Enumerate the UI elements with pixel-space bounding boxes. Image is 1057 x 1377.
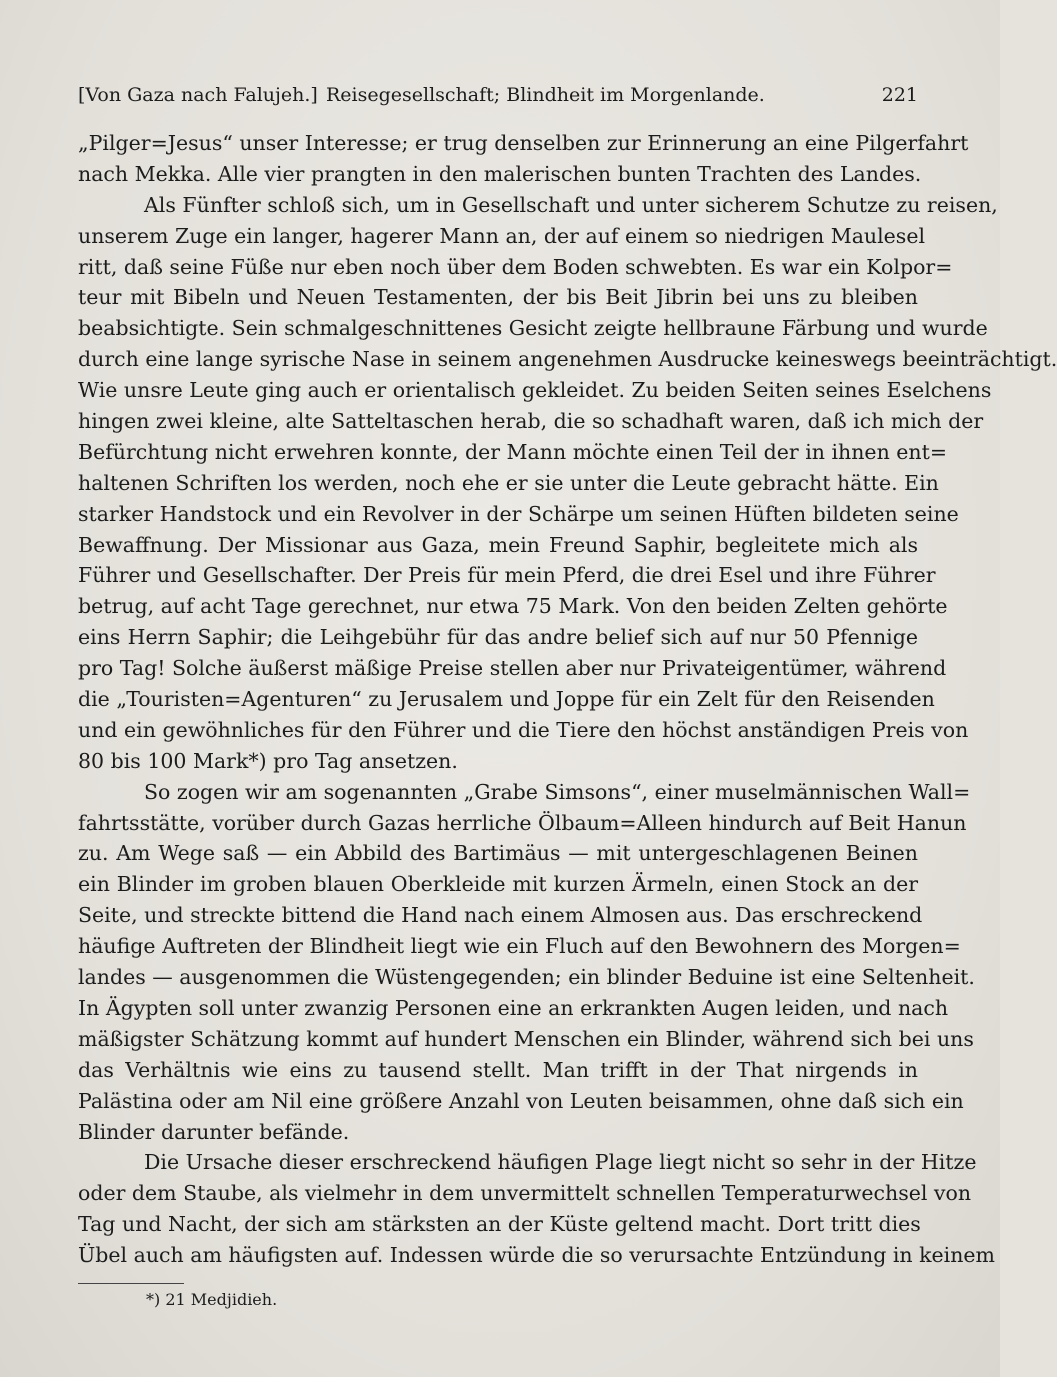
text-line: Befürchtung nicht erwehren konnte, der Mann möchte einen Teil der in ihnen ent=	[78, 439, 948, 464]
text-line: häufige Auftreten der Blindheit liegt wie ein Fluch auf den Bewohnern des Morgen=	[78, 934, 961, 959]
paragraph	[78, 777, 975, 1148]
text-line: Führer und Gesellschafter. Der Preis für mein Pferd, die drei Esel und ihre Führer	[78, 563, 936, 588]
body-text	[78, 128, 1057, 1271]
text-line: Übel auch am häufigsten auf. Indessen würde die so verursachte Entzündung in keinem	[78, 1243, 995, 1268]
text-line: eins Herrn Saphir; die Leihgebühr für das andre belief sich auf nur 50 Pfennige	[78, 625, 918, 650]
text-line: betrug, auf acht Tage gerechnet, nur etwa 75 Mark. Von den beiden Zelten gehörte	[78, 594, 948, 619]
text-line: 80 bis 100 Mark*) pro Tag ansetzen.	[78, 748, 458, 773]
running-head	[78, 84, 918, 114]
text-line: Bewaffnung. Der Missionar aus Gaza, mein Freund Saphir, begleitete mich als	[78, 532, 918, 557]
text-line: teur mit Bibeln und Neuen Testamenten, der bis Beit Jibrin bei uns zu bleiben	[78, 285, 918, 310]
text-line: mäßigster Schätzung kommt auf hundert Menschen ein Blinder, während sich bei uns	[78, 1026, 974, 1051]
paragraph	[78, 1147, 995, 1271]
text-line: Wie unsre Leute ging auch er orientalisch gekleidet. Zu beiden Seiten seines Eselchens	[78, 378, 992, 403]
text-line: oder dem Staube, als vielmehr in dem unvermittelt schnellen Temperaturwechsel von	[78, 1181, 972, 1206]
text-line: die „Touristen=Agenturen“ zu Jerusalem und Joppe für ein Zelt für den Reisenden	[78, 687, 935, 712]
text-line: das Verhältnis wie eins zu tausend stellt. Man trifft in der That nirgends in	[78, 1057, 918, 1082]
text-line: durch eine lange syrische Nase in seinem angenehmen Ausdrucke keineswegs beeinträchtigt.	[78, 347, 1057, 372]
text-line: pro Tag! Solche äußerst mäßige Preise stellen aber nur Privateigentümer, während	[78, 656, 947, 681]
text-line: und ein gewöhnliches für den Führer und die Tiere den höchst anständigen Preis von	[78, 717, 969, 742]
text-line: hingen zwei kleine, alte Satteltaschen herab, die so schadhaft waren, daß ich mich der	[78, 409, 984, 434]
text-line: Blinder darunter befände.	[78, 1119, 350, 1144]
page-number: 221	[881, 84, 918, 106]
text-line: Tag und Nacht, der sich am stärksten an der Küste geltend macht. Dort tritt dies	[78, 1212, 921, 1237]
chapter-reference: [Von Gaza nach Falujeh.]	[78, 84, 318, 106]
paragraph	[78, 128, 969, 190]
footnote-divider	[78, 1283, 184, 1284]
text-line: fahrtsstätte, vorüber durch Gazas herrliche Ölbaum=Alleen hindurch auf Beit Hanun	[78, 810, 967, 835]
text-line: Seite, und streckte bittend die Hand nach einem Almosen aus. Das erschreckend	[78, 903, 923, 928]
text-line: beabsichtigte. Sein schmalgeschnittenes Gesicht zeigte hellbraune Färbung und wurde	[78, 316, 988, 341]
text-line: „Pilger=Jesus“ unser Interesse; er trug denselben zur Erinnerung an eine Pilgerfahrt	[78, 131, 969, 155]
text-line: Als Fünfter schloß sich, um in Gesellschaft und unter sicherem Schutze zu reisen,	[144, 192, 998, 217]
text-line: Die Ursache dieser erschreckend häufigen Plage liegt nicht so sehr in der Hitze	[144, 1150, 977, 1175]
text-line: nach Mekka. Alle vier prangten in den malerischen bunten Trachten des Landes.	[78, 161, 922, 186]
text-line: unserem Zuge ein langer, hagerer Mann an, der auf einem so niedrigen Maulesel	[78, 223, 926, 248]
text-line: landes — ausgenommen die Wüstengegenden; ein blinder Beduine ist eine Seltenheit.	[78, 965, 975, 990]
text-line: So zogen wir am sogenannten „Grabe Simsons“, einer muselmännischen Wall=	[144, 779, 971, 804]
section-title: Reisegesellschaft; Blindheit im Morgenlande.	[326, 84, 765, 106]
text-line: ein Blinder im groben blauen Oberkleide mit kurzen Ärmeln, einen Stock an der	[78, 872, 918, 897]
text-line: Palästina oder am Nil eine größere Anzahl von Leuten beisammen, ohne daß sich ein	[78, 1088, 964, 1113]
text-line: ritt, daß seine Füße nur eben noch über dem Boden schwebten. Es war ein Kolpor=	[78, 254, 953, 279]
footnote: *) 21 Medjidieh.	[146, 1290, 278, 1309]
text-line: starker Handstock und ein Revolver in der Schärpe um seinen Hüften bildeten seine	[78, 501, 959, 526]
paragraph	[78, 190, 1057, 777]
text-line: haltenen Schriften los werden, noch ehe er sie unter die Leute gebracht hätte. Ein	[78, 470, 939, 495]
text-line: zu. Am Wege saß — ein Abbild des Bartimäus — mit untergeschlagenen Beinen	[78, 841, 918, 866]
text-line: In Ägypten soll unter zwanzig Personen eine an erkrankten Augen leiden, und nach	[78, 995, 949, 1020]
